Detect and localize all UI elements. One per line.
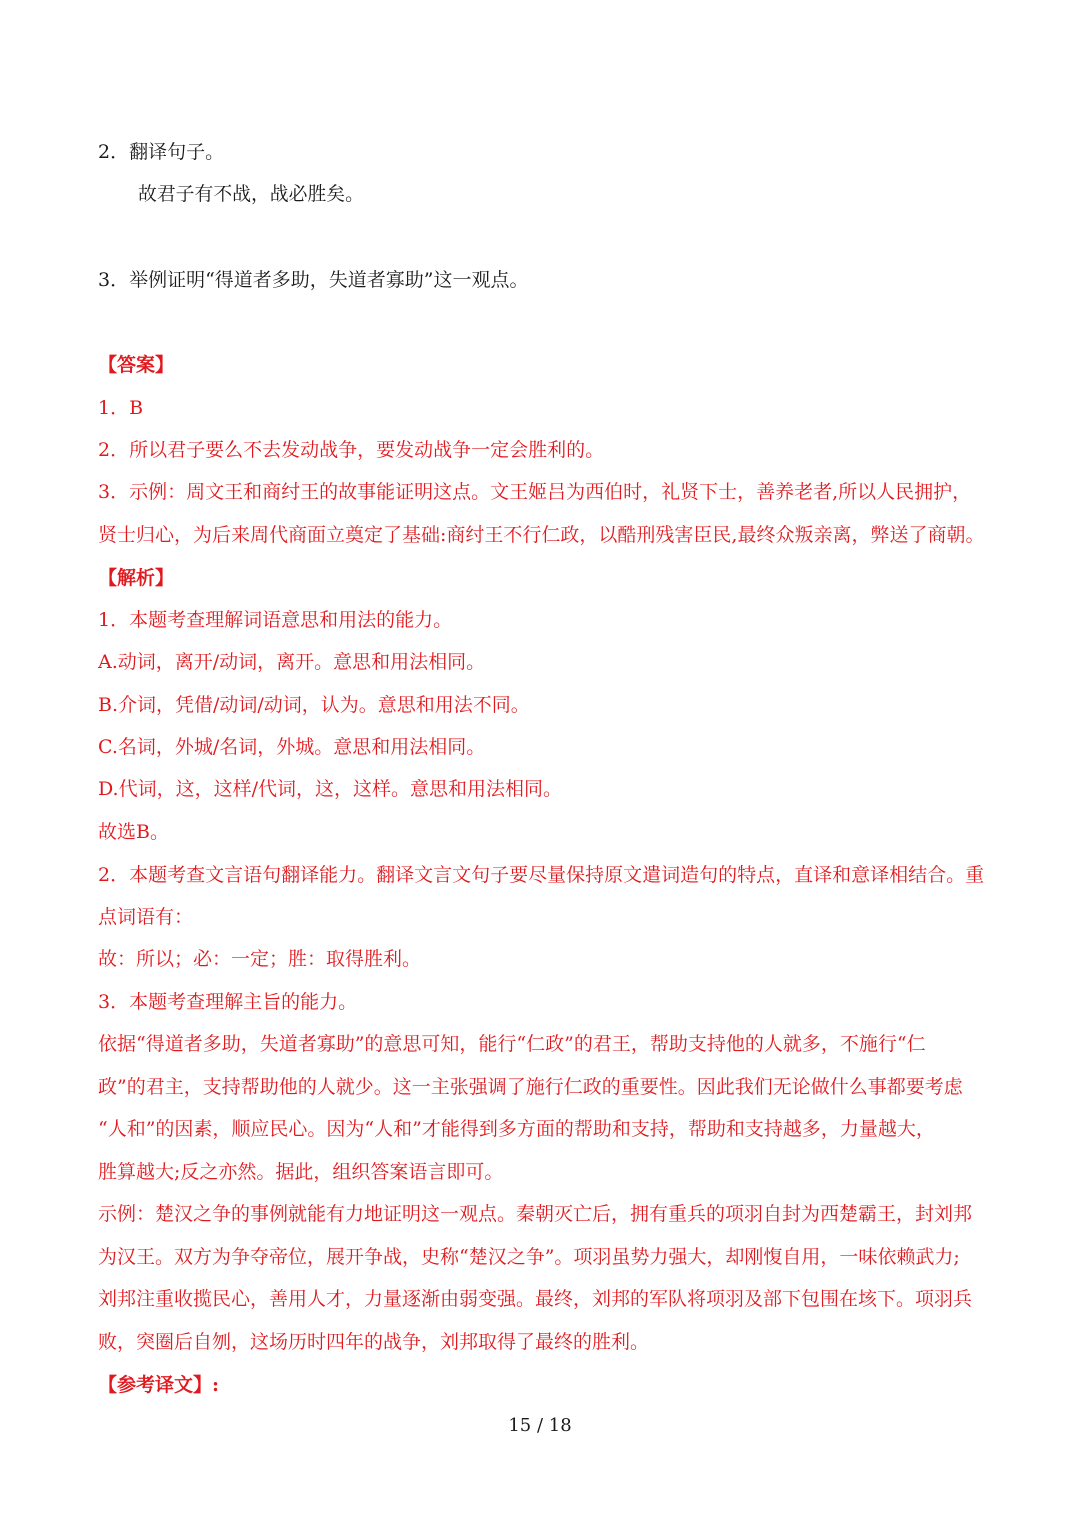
- answer-2: 2．所以君子要么不去发动战争，要发动战争一定会胜利的。: [98, 439, 605, 461]
- analysis-3-line-3: “人和”的因素，顺应民心。因为“人和”才能得到多方面的帮助和支持，帮助和支持越多，力量越大，: [98, 1118, 935, 1140]
- analysis-3-line-4: 胜算越大;反之亦然。据此，组织答案语言即可。: [98, 1161, 504, 1183]
- question-2-sentence: 故君子有不战，战必胜矣。: [138, 184, 364, 205]
- analysis-option-c: C.名词，外城/名词，外城。意思和用法相同。: [98, 736, 486, 758]
- example-line-2: 为汉王。双方为争夺帝位，展开争战，史称“楚汉之争”。项羽虽势力强大，却刚愎自用，一味依赖武力;: [98, 1246, 960, 1268]
- analysis-2-line-1: 2．本题考查文言语句翻译能力。翻译文言文句子要尽量保持原文遣词造句的特点，直译和意译相结合。重: [98, 864, 985, 886]
- analysis-3-line-1: 依据“得道者多助，失道者寡助”的意思可知，能行“仁政”的君王，帮助支持他的人就多，不施行“仁: [98, 1033, 926, 1055]
- example-line-4: 败，突圈后自刎，这场历时四年的战争，刘邦取得了最终的胜利。: [98, 1331, 650, 1353]
- answer-heading: 【答案】: [98, 354, 175, 376]
- analysis-option-d: D.代词，这，这样/代词，这，这样。意思和用法相同。: [98, 778, 562, 800]
- analysis-2-line-3: 故：所以；必：一定；胜：取得胜利。: [98, 948, 422, 970]
- analysis-3: 3．本题考查理解主旨的能力。: [98, 991, 358, 1013]
- translation-heading: 【参考译文】:: [98, 1374, 220, 1396]
- analysis-option-b: B.介词，凭借/动词/动词，认为。意思和用法不同。: [98, 694, 530, 716]
- analysis-3-line-2: 政”的君主，支持帮助他的人就少。这一主张强调了施行仁政的重要性。因此我们无论做什么事都要考虑: [98, 1076, 963, 1098]
- answer-3-line-1: 3．示例：周文王和商纣王的故事能证明这点。文王姬吕为西伯时，礼贤下士，善养老者,所以人民拥护，: [98, 481, 972, 503]
- answer-3-line-2: 贤士归心，为后来周代商面立奠定了基础:商纣王不行仁政，以酷刑残害臣民,最终众叛亲离，弊送了商朝。: [98, 524, 985, 546]
- page-number: 15 / 18: [508, 1415, 572, 1436]
- analysis-heading: 【解析】: [98, 567, 175, 589]
- analysis-choice: 故选B。: [98, 821, 169, 843]
- example-line-1: 示例：楚汉之争的事例就能有力地证明这一观点。秦朝灭亡后，拥有重兵的项羽自封为西楚霸王，封刘邦: [98, 1203, 973, 1225]
- question-3-label: 3．举例证明“得道者多助，失道者寡助”这一观点。: [98, 269, 529, 291]
- question-2-label: 2．翻译句子。: [98, 141, 225, 163]
- analysis-option-a: A.动词，离开/动词，离开。意思和用法相同。: [98, 651, 486, 673]
- analysis-1: 1．本题考查理解词语意思和用法的能力。: [98, 609, 453, 631]
- answer-1: 1．B: [98, 397, 144, 419]
- example-line-3: 刘邦注重收揽民心，善用人才，力量逐渐由弱变强。最终，刘邦的军队将项羽及部下包围在垓下。项羽兵: [98, 1288, 973, 1310]
- analysis-2-line-2: 点词语有：: [98, 906, 194, 928]
